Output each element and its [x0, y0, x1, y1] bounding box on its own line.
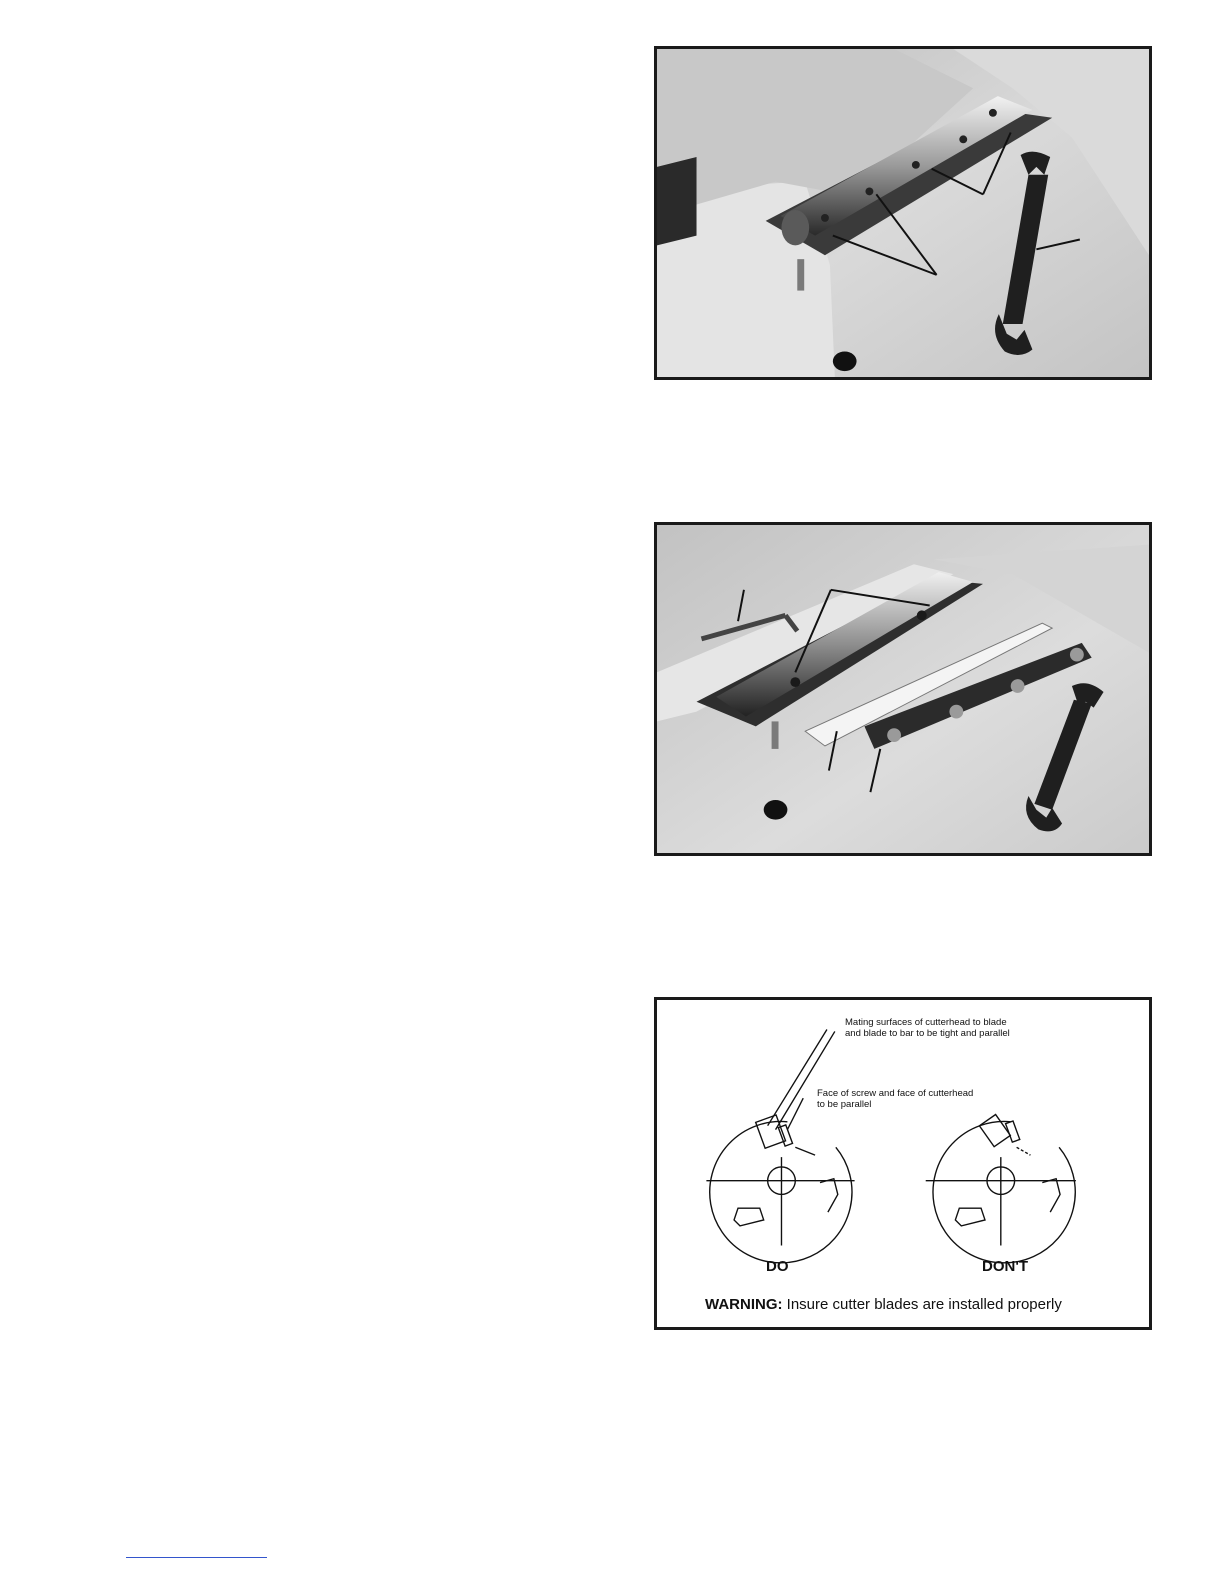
figure-blade-bar-photo: [654, 522, 1152, 856]
figure-cutterhead-wrench-photo: [654, 46, 1152, 380]
warning-caption: [705, 1296, 1062, 1313]
leader-line-face: [787, 1098, 803, 1129]
callout-mating-line1: Mating surfaces of cutterhead to blade: [845, 1017, 1007, 1028]
label-do: DO: [766, 1258, 789, 1275]
footer-rule: [126, 1557, 267, 1558]
callout-mating-line2: and blade to bar to be tight and parallel: [845, 1027, 1010, 1039]
cutterhead-photo-2: [657, 525, 1149, 853]
cutterhead-dont: [933, 1121, 1075, 1262]
callout-screw-face: [817, 1089, 973, 1111]
cutterhead-photo-1: [657, 49, 1149, 377]
figure-blade-installation-diagram: [654, 997, 1152, 1330]
callout-mating-surfaces: [845, 1018, 1010, 1040]
label-dont: DON'T: [982, 1258, 1029, 1275]
cutterhead-diagram: [657, 1000, 1149, 1327]
callout-face-line1: Face of screw and face of cutterhead: [817, 1088, 974, 1099]
callout-face-line2: to be parallel: [817, 1098, 872, 1110]
warning-prefix: WARNING:: [705, 1296, 783, 1313]
warning-text: Insure cutter blades are installed properly: [782, 1296, 1062, 1313]
